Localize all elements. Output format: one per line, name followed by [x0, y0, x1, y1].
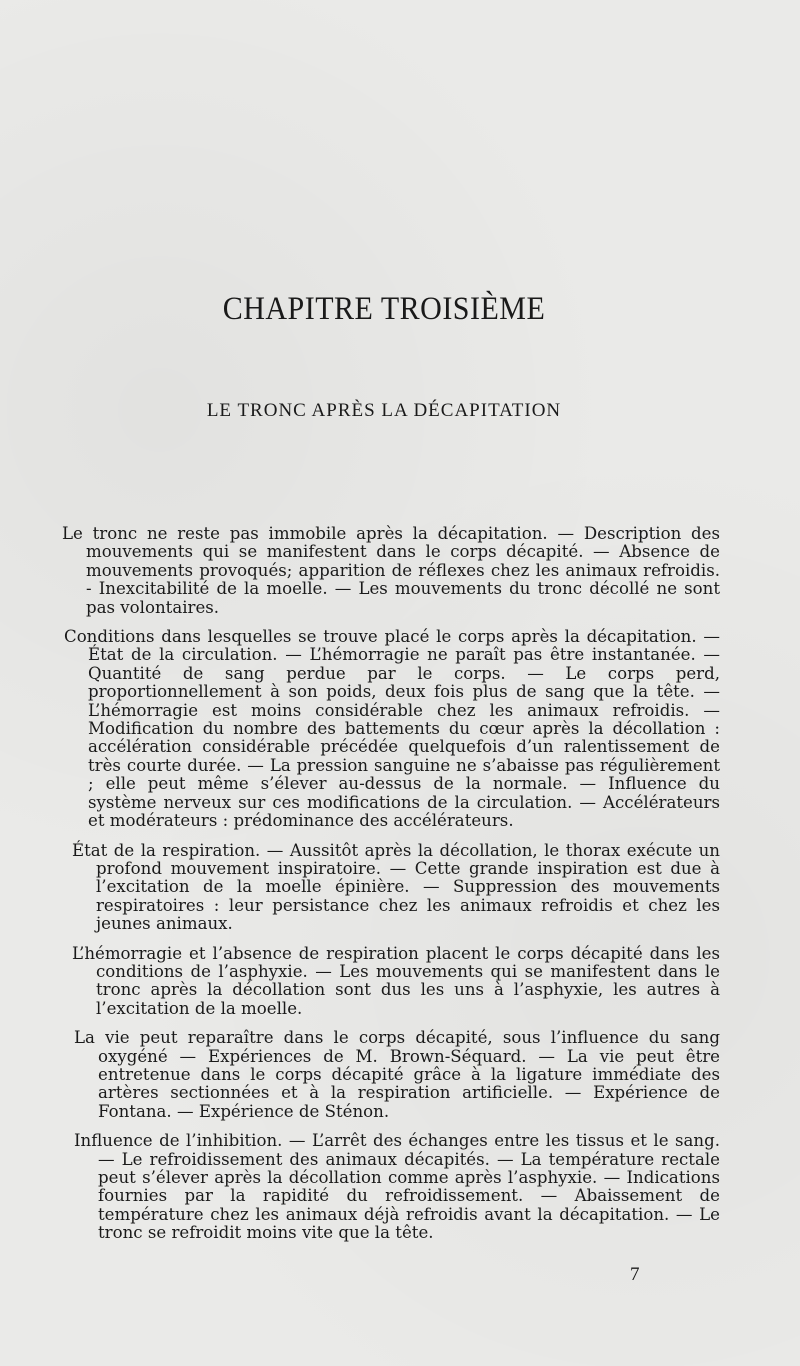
summary-paragraph: L’hémorragie et l’absence de respiration placent le corps décapité dans les conditions de l’asphyxie. — Les mouvements qui se manifestent dans le tronc après la décollation sont dus les uns à l’asphyxie, les autres à l’excitation de la moelle.	[72, 943, 720, 1018]
chapter-title: CHAPITRE TROISIÈME	[222, 290, 546, 327]
chapter-summary	[62, 525, 720, 1254]
summary-paragraph: Le tronc ne reste pas immobile après la décapitation. — Description des mouvements qui se manifestent dans le corps décapité. — Absence de mouvements provoqués; apparition de réflexes chez les animaux refroidis. - Inexcitabilité de la moelle. — Les mouvements du tronc décollé ne sont pas volontaires.	[62, 524, 720, 617]
section-title: LE TRONC APRÈS LA DÉCAPITATION	[206, 400, 562, 421]
summary-paragraph: Conditions dans lesquelles se trouve placé le corps après la décapitation. — État de la circulation. — L’hémorragie ne paraît pas être instantanée. — Quantité de sang perdue par le corps. — Le corps perd, proportionnellement à son poids, deux fois plus de sang que la tête. — L’hémorragie est moins considérable chez les animaux refroidis. — Modification du nombre des battements du cœur après la décollation : accélération considérable précédée quelquefois d’un ralentissement de très courte durée. — La pression sanguine ne s’abaisse pas régulièrement ; elle peut même s’élever au-dessus de la normale. — Influence du système nerveux sur ces modifications de la circulation. — Accélérateurs et modérateurs : prédominance des accélérateurs.	[64, 627, 720, 831]
page-number: 7	[630, 1264, 640, 1285]
summary-paragraph: La vie peut reparaître dans le corps décapité, sous l’influence du sang oxygéné — Expériences de M. Brown-Séquard. — La vie peut être entretenue dans le corps décapité grâce à la ligature immédiate des artères sectionnées et à la respiration artificielle. — Expérience de Fontana. — Expérience de Sténon.	[74, 1028, 720, 1121]
summary-paragraph: Influence de l’inhibition. — L’arrêt des échanges entre les tissus et le sang. — Le refroidissement des animaux décapités. — La température rectale peut s’élever après la décollation comme après l’asphyxie. — Indications fournies par la rapidité du refroidissement. — Abaissement de température chez les animaux déjà refroidis avant la décapitation. — Le tronc se refroidit moins vite que la tête.	[74, 1131, 720, 1243]
summary-paragraph: État de la respiration. — Aussitôt après la décollation, le thorax exécute un profond mouvement inspiratoire. — Cette grande inspiration est due à l’excitation de la moelle épinière. — Suppression des mouvements respiratoires : leur persistance chez les animaux refroidis et chez les jeunes animaux.	[72, 840, 720, 934]
